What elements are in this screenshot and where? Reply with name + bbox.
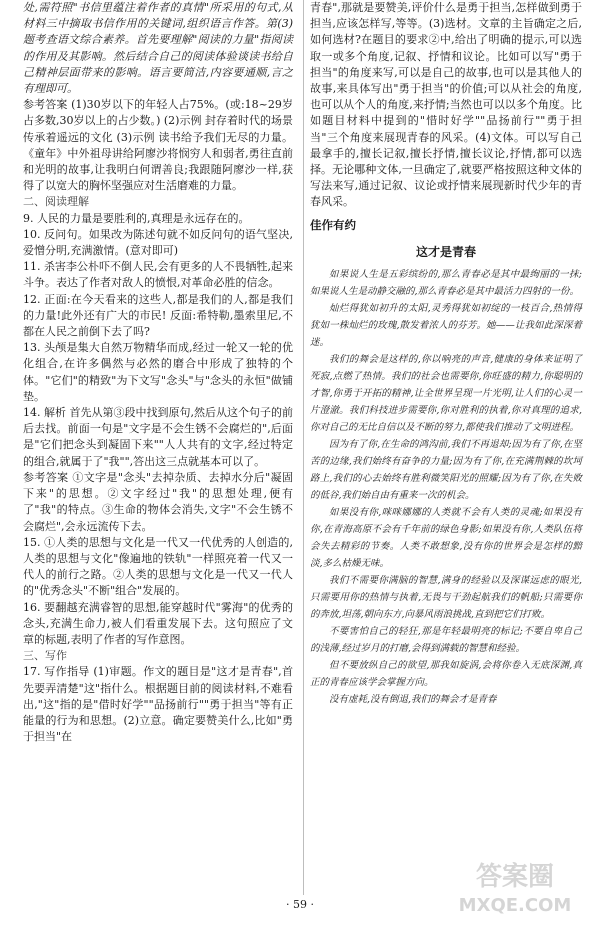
section-title: 佳作有约: [310, 217, 356, 232]
essay-paragraph: 不要害怕自己的轻狂,那是年轻最明亮的标记;不要自卑自己的浅薄,经过岁月的打磨,会得到满载的智慧和经验。: [310, 625, 582, 654]
right-top-text: 青春",那就是要赞美,评价什么是勇于担当,怎样做到勇于担当,应该怎样写,等等。(3)选材。文章的主旨确定之后,如何选材?在题目的要求②中,给出了明确的提示,可以选取一或多个角度,记叙、抒情和议论。比如可以写"勇于担当"的角度来写,可以是自己的故事,也可以是其他人的故事,来具体写出"勇于担当"的价值;可以从社会的角度,也可以从个人的角度,来抒情;当然也可以以多个角度。比如题目材料中提到的"惜时好学""品扬前行""勇于担当"三个角度来展现青春的风采。(4)文体。可以写自己最拿手的,擅长记叙,擅长抒情,擅长议论,抒情,都可以选择。无论哪种文体,一旦确定了,就要严格按照这种文体的写法来写,通过记叙、议论或抒情来展现新时代少年的青春风采。: [310, 1, 582, 209]
essay-paragraph: 没有虚耗,没有倒退,我们的舞会才是青春: [329, 693, 497, 705]
left-text-block: 14. 解析 首先从第③段中找到原句,然后从这个句子的前后去找。前面一句是"文字是不会生锈不会腐烂的",后面是"它们把念头到凝固下来""人人共有的文字,经过特定的组合,就属于了"我"",答出这三点就基本可以了。: [23, 406, 293, 468]
left-text-block: 16. 要翻越充满睿智的思想,能穿越时代"雾海"的优秀的念头,充满生命力,被人们看重发展下去。这句照应了文章的标题,表明了作者的写作意图。: [23, 600, 293, 646]
essay-paragraph: 我们的舞会是这样的,你以响亮的声音,健康的身体来证明了死寂,点燃了热情。我们的社会也需要你,你旺盛的精力,你聪明的才智,你勇于开拓的精神,让全世界呈现一片光明,让人们的心灵一片澄澈。我们科技进步需要你,你对胜利的执着,你对真理的追求,你对自己的无比自信以及不断的努力,都使我们推动了文明进程。: [310, 353, 582, 433]
left-text-block: 11. 杀害李公朴吓不倒人民,会有更多的人不畏牺牲,起来斗争。表达了作者对敌人的愤恨,对革命必胜的信念。: [23, 260, 293, 290]
essay-paragraph: 我们不需要你满脑的智慧,满身的经验以及深谋远虑的眼光,只需要用你的热情与执着,无畏与干劲起航我们的帆船;只需要你的奔放,坦荡,朝向东方,向暴风雨浪挑战,直到把它们打败。: [310, 574, 582, 620]
left-text-block: 15. ①人类的思想与文化是一代又一代优秀的人创造的,人类的思想与文化"像遍地的铁轨"一样照亮着一代又一代人的前行之路。②人类的思想与文化是一代又一代人的"优秀念头"不断"组合"发展的。: [23, 535, 293, 598]
left-text-block: 参考答案 ①文字是"念头"去掉杂质、去掉水分后"凝固下来"的思想。②文字经过"我"的思想处理,便有了"我"的特点。③生命的物体会消失,文字"不会生锈不会腐烂",会永远流传下去。: [23, 470, 293, 533]
section-heading: 三、写作: [23, 649, 67, 663]
section-heading: 二、阅读理解: [23, 195, 89, 209]
left-text-block: 参考答案 (1)30岁以下的年轻人占75%。(或:18~29岁占多数,30岁以上的占少数。) (2)示例 封存着时代的场景 传承着遥远的文化 (3)示例 读书给予我们无尽的力量。《童年》中外祖母讲给阿廖沙将悯穷人和弱者,勇往直前和光明的故事,让我明白何谓善良;我跟随阿廖沙一样,获得了以宽大的胸怀坚强应对生活磨难的力量。: [23, 98, 293, 193]
essay-paragraph: 因为有了你,在生命的鸿沟前,我们不再退却;因为有了你,在坚苦的边缘,我们始终有奋争的力量;因为有了你,在充满荆棘的坎坷路上,我们的心去始终有胜利微笑阳光的照耀;因为有了你,在失败的低谷,我们始自由有重来一次的机会。: [310, 438, 582, 501]
essay-paragraph: 如果没有你,咪咪娜娜的人类就不会有人类的灵魂;如果没有你,在青海高原不会有千年前的绿色身影;如果没有你,人类队伍将会失去精彩的节奏。人类不敢想象,没有你的世界会是怎样的黯淡,多么枯燥无味。: [310, 506, 582, 569]
essay-paragraph: 但不要放纵自己的欲望,那我如旋涡,会将你卷入无底深渊,真正的青春应该学会掌握方向。: [310, 659, 582, 688]
page-number: · 59 ·: [286, 898, 314, 911]
watermark-line2: MXQE.COM: [458, 895, 572, 916]
essay-title: 这才是青春: [415, 244, 476, 259]
left-text-block: 17. 写作指导 (1)审题。作文的题目是"这才是青春",首先要弄清楚"这"指什么。根据题目前的阅读材料,不难看出,"这"指的是"借时好学""品扬前行""勇于担当"等有正能量的行为和思想。(2)立意。确定要赞美什么,比如"勇于担当"在: [23, 665, 293, 744]
column-divider: [303, 0, 304, 895]
left-text-block: 9. 人民的力量是要胜利的,真理是永远存在的。: [23, 211, 250, 225]
left-text-block: 13. 头颅是集大自然万物精华而成,经过一轮又一轮的优化组合,在许多偶然与必然的磨合中形成了独特的个体。"它们"的精致"为下文写"念头"与"念头的永恒"做铺垫。: [23, 341, 293, 403]
left-text-block: 10. 反问句。如果改为陈述句就不如反问句的语气坚决,爱憎分明,充满激情。(意对即可): [23, 227, 293, 258]
right-column: [310, 0, 582, 708]
left-text-block: 12. 正面:在今天看来的这些人,都是我们的人,都是我们的力量!此外还有广大的市民! 反面:希特勒,墨索里尼,不都在人民之前倒下去了吗?: [23, 292, 293, 339]
left-column: [23, 0, 293, 745]
watermark-logo: [440, 851, 590, 921]
essay-paragraph: 灿烂得犹如初升的太阳,灵秀得犹如初绽的一枝百合,热情得犹如一株灿烂的玫瑰,散发着浓人的芬芳。她——让我如此深深着迷。: [310, 302, 582, 348]
essay-paragraph: 如果说人生是五彩缤纷的,那么青春必是其中最绚丽的一抹;如果说人生是动静交融的,那么青春必是其中最活力四射的一份。: [310, 268, 582, 297]
left-text-block: 处,需符照"书信里蕴注着作者的真情"所采用的句式,从材料三中摘取书信作用的关键词,组织语言作答。第(3)题考查语文综合素养。首先要理解"阅读的力量"指阅读的作用及其影响。然后结合自己的阅读体验谈读书给自己精神层面带来的影响。语言要简洁,内容要通顺,言之有理即可。: [23, 1, 293, 96]
watermark-line1: 答案圈: [475, 862, 555, 892]
